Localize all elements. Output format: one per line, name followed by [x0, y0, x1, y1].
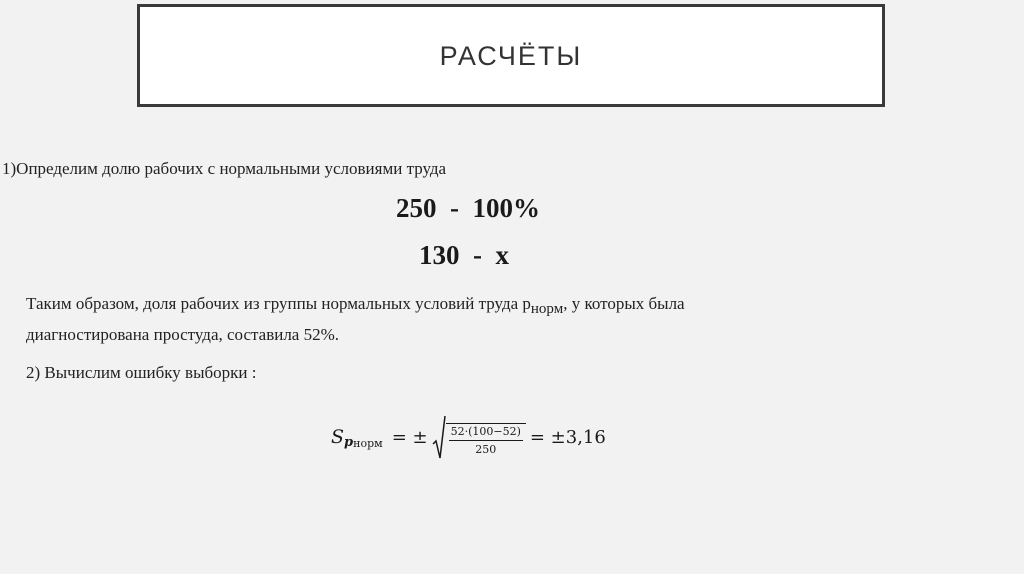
- conclusion-paragraph: [26, 289, 786, 350]
- sampling-error-formula: [331, 412, 606, 462]
- step2-text: 2) Вычислим ошибку выборки :: [26, 363, 257, 382]
- formula-equals-plusminus: = ±: [391, 426, 428, 448]
- formula-denominator: 250: [475, 442, 497, 456]
- conclusion-subscript: норм: [530, 301, 564, 317]
- formula-numerator: 52·(100−52): [449, 425, 523, 441]
- proportion-line-2: 130 - x: [419, 240, 509, 270]
- title-box: [137, 4, 885, 107]
- slide-title: РАСЧЁТЫ: [439, 41, 583, 71]
- formula-fraction: [446, 423, 526, 456]
- formula-result: = ±3,16: [529, 426, 606, 448]
- step1-text: 1)Определим долю рабочих с нормальными условиями труда: [2, 159, 447, 178]
- formula-subscript-norm: норм: [353, 436, 383, 450]
- formula-subscript-p: p: [344, 434, 354, 450]
- formula-symbol: S: [331, 426, 345, 448]
- square-root-icon: [432, 412, 446, 462]
- proportion-line-1: 250 - 100%: [396, 193, 540, 223]
- conclusion-text-start: Таким образом, доля рабочих из группы нормальных условий труда p: [26, 294, 531, 313]
- conclusion-text-end: , у которых была диагностирована простуда, составила 52%.: [26, 294, 685, 344]
